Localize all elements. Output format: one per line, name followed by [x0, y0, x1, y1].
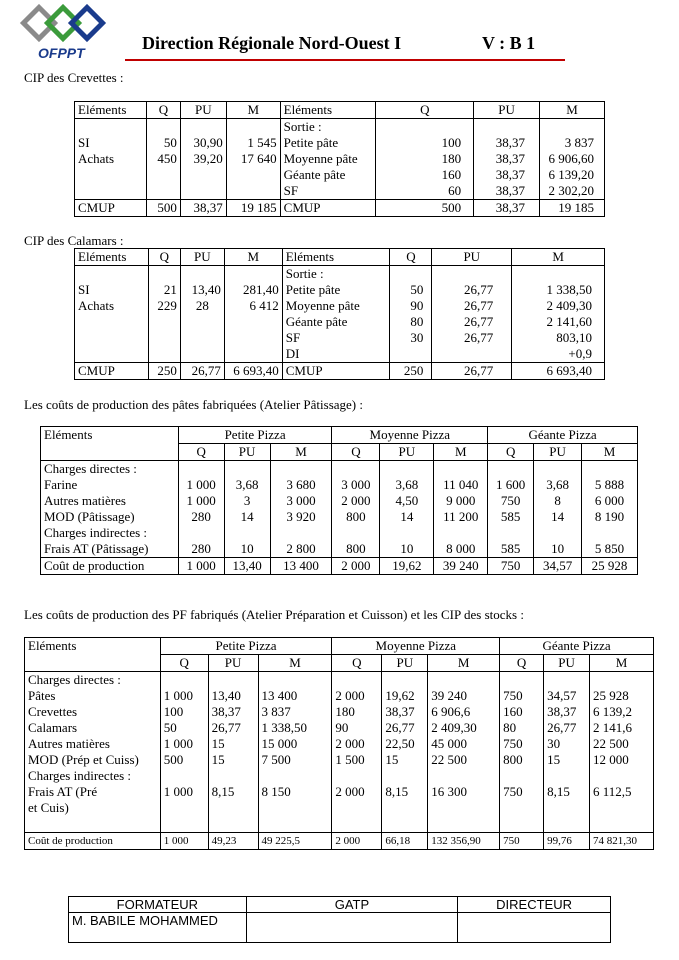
table-total-row: CMUP 250 26,77 6 693,40 CMUP 250 26,77 6 693,40 — [75, 363, 605, 380]
cell-line — [164, 800, 205, 816]
cell-line — [503, 672, 540, 688]
total-cell: 39 240 — [434, 558, 488, 575]
cell-line: 3 837 — [261, 704, 291, 719]
q-column: 50 450 — [146, 119, 180, 200]
cell-line — [335, 672, 378, 688]
cell-line — [385, 672, 424, 688]
value-column — [500, 672, 544, 833]
cell-line — [437, 525, 484, 541]
cell-line: 13,40 — [211, 688, 241, 703]
cell-line — [335, 525, 376, 541]
value-column — [160, 672, 208, 833]
cell-line: 800 — [346, 541, 366, 556]
cell-line — [431, 768, 496, 784]
cell-line: 90 — [335, 720, 349, 735]
cell-line — [182, 461, 221, 477]
total-cell: Coût de production — [41, 558, 179, 575]
header-cell: Eléments — [280, 102, 376, 119]
table-subheader-row: Q PU M Q PU M Q PU M — [41, 444, 638, 461]
gatp-header: GATP — [246, 897, 457, 913]
cell-line: 750 — [503, 736, 523, 751]
value-column — [434, 461, 488, 558]
cell-line: 3,68 — [395, 477, 419, 492]
cell-line: 14 — [240, 509, 254, 524]
total-cell: 49 225,5 — [258, 833, 332, 850]
group-header: Petite Pizza — [160, 638, 332, 655]
cell-line: 280 — [191, 509, 211, 524]
cell-line: 15 — [547, 752, 561, 767]
page-title: Direction Régionale Nord-Ouest I — [142, 33, 402, 53]
cell-line: 2 409,30 — [431, 720, 477, 735]
cell-line: 2 800 — [286, 541, 316, 556]
m-column: 281,40 6 412 — [224, 266, 282, 363]
cell-line — [228, 461, 267, 477]
pf-caption: Les coûts de production des PF fabriqués (Atelier Préparation et Cuisson) et les CIP des stocks : — [24, 607, 524, 622]
cell-line: 6 906,6 — [431, 704, 471, 719]
cell-line: 8 — [554, 493, 561, 508]
cell-line — [385, 768, 424, 784]
cell-line: 2 141,6 — [593, 720, 633, 735]
cell-line — [164, 672, 205, 688]
cell-line: 180 — [335, 704, 355, 719]
cell-line — [335, 461, 376, 477]
cell-line: 800 — [346, 509, 366, 524]
table-total-row — [25, 833, 654, 850]
cell-line — [262, 672, 329, 688]
cell-line: 585 — [500, 541, 521, 556]
cell-line: 15 — [211, 736, 225, 751]
cell-line: 3 000 — [341, 477, 371, 492]
cell-line: 750 — [503, 688, 523, 703]
elements-column: Sortie : Petite pâte Moyenne pâte Géante pâte SF DI — [282, 266, 390, 363]
cell-line: 5 888 — [594, 477, 625, 492]
cell-line — [385, 800, 424, 816]
cell-line: 14 — [551, 509, 565, 524]
cell-line — [593, 800, 650, 816]
cell-line: 800 — [503, 752, 523, 767]
cell-line: 5 850 — [594, 541, 625, 556]
cell-line: 30 — [547, 736, 561, 751]
cell-line: 2 000 — [335, 736, 365, 751]
cell-line — [503, 768, 540, 784]
cell-line: 26,77 — [547, 720, 577, 735]
cell-line — [228, 525, 267, 541]
pu-column: 26,77 26,77 26,77 26,77 — [432, 266, 512, 363]
calamars-caption: CIP des Calamars : — [24, 233, 124, 248]
cell-line: 1 338,50 — [261, 720, 308, 735]
cell-line: 15 — [385, 752, 399, 767]
table-body-row — [69, 913, 611, 943]
cell-line: Charges directes : — [44, 461, 137, 476]
group-header: Petite Pizza — [178, 427, 332, 444]
total-cell: 2 000 — [332, 558, 380, 575]
cell-line: Frais AT (Pâtissage) — [44, 541, 149, 556]
cell-line: 160 — [503, 704, 523, 719]
page-header — [0, 0, 679, 70]
pu-column: 30,90 39,20 — [180, 119, 226, 200]
cell-line: 22,50 — [385, 736, 415, 751]
cell-line: 100 — [163, 704, 184, 719]
cell-line: 8,15 — [211, 784, 235, 799]
cell-line — [383, 525, 430, 541]
value-column — [534, 461, 582, 558]
cell-line: et Cuis) — [28, 800, 69, 815]
cell-line — [585, 461, 634, 477]
crevettes-caption: CIP des Crevettes : — [24, 70, 124, 85]
header-cell: PU — [180, 102, 226, 119]
table-body-row — [25, 672, 654, 833]
cell-line: 1 000 — [163, 736, 193, 751]
elements-column — [25, 672, 161, 833]
value-column — [488, 461, 534, 558]
cell-line — [335, 816, 378, 832]
table-total-row: CMUP 500 38,37 19 185 CMUP 500 38,37 19 185 — [75, 200, 605, 217]
elements-column: Sortie : Petite pâte Moyenne pâte Géante pâte SF — [280, 119, 376, 200]
q-column: 21 229 — [148, 266, 180, 363]
cell-line — [431, 800, 496, 816]
cell-line: 15 000 — [261, 736, 298, 751]
cell-line: Autres matières — [28, 736, 110, 751]
cell-line — [385, 816, 424, 832]
cell-line: 6 112,5 — [593, 784, 632, 799]
cell-line: 8 190 — [594, 509, 625, 524]
group-header: Moyenne Pizza — [332, 638, 500, 655]
cell-line: 13 400 — [261, 688, 298, 703]
cell-line — [28, 816, 157, 832]
m-column: 1 545 17 640 — [226, 119, 280, 200]
cell-line: 26,77 — [211, 720, 241, 735]
pf-cost-table — [24, 637, 654, 850]
cell-line: 22 500 — [593, 736, 629, 751]
cell-line: 3 920 — [286, 509, 316, 524]
cell-line — [547, 800, 586, 816]
cell-line: 585 — [500, 509, 521, 524]
group-header: Géante Pizza — [500, 638, 654, 655]
cell-line: 45 000 — [431, 736, 468, 751]
cell-line: Farine — [44, 477, 78, 492]
cell-line: 8 000 — [446, 541, 476, 556]
cell-line — [537, 461, 578, 477]
header-cell: M — [540, 102, 605, 119]
group-header: Moyenne Pizza — [332, 427, 488, 444]
cell-line: 22 500 — [431, 752, 468, 767]
cell-line: 80 — [503, 720, 517, 735]
cell-line — [164, 768, 205, 784]
cell-line: 6 139,2 — [593, 704, 633, 719]
pates-caption: Les coûts de production des pâtes fabriquées (Atelier Pâtissage) : — [24, 397, 363, 412]
cell-line — [164, 816, 205, 832]
cell-line — [431, 816, 496, 832]
cell-line: 8 150 — [261, 784, 291, 799]
total-cell: 99,76 — [544, 833, 590, 850]
value-column — [380, 461, 434, 558]
cell-line — [212, 816, 255, 832]
pu-column: 38,37 38,37 38,37 38,37 — [474, 119, 540, 200]
cell-line: 1 600 — [496, 477, 526, 492]
table-header-row — [69, 897, 611, 913]
cell-line: Autres matières — [44, 493, 126, 508]
table-body-row — [41, 461, 638, 558]
cell-line — [537, 525, 578, 541]
table-header-row: Eléments Petite Pizza Moyenne Pizza Géante Pizza — [25, 638, 654, 655]
formateur-name: M. BABILE MOHAMMED — [69, 913, 247, 943]
cell-line — [383, 461, 430, 477]
table-header-row: Eléments Q PU M Eléments Q PU M — [75, 249, 605, 266]
header-cell: M — [226, 102, 280, 119]
elements-column: SI Achats — [75, 119, 147, 200]
value-column — [582, 461, 638, 558]
cell-line: 10 — [551, 541, 565, 556]
total-cell: 19,62 — [380, 558, 434, 575]
cell-line: Charges indirectes : — [28, 768, 132, 783]
cell-line: 39 240 — [431, 688, 468, 703]
header-divider — [125, 59, 565, 61]
crevettes-table — [74, 101, 605, 217]
cell-line: 2 000 — [335, 688, 365, 703]
cell-line: 16 300 — [431, 784, 468, 799]
cell-line: 500 — [163, 752, 184, 767]
value-column — [208, 672, 258, 833]
cell-line — [274, 461, 329, 477]
cell-line — [585, 525, 634, 541]
directeur-header: DIRECTEUR — [458, 897, 611, 913]
value-column — [270, 461, 332, 558]
cell-line — [262, 768, 329, 784]
cell-line: 1 000 — [186, 477, 216, 492]
cell-line — [491, 461, 530, 477]
total-cell: 13,40 — [224, 558, 270, 575]
cell-line: 25 928 — [593, 688, 629, 703]
cell-line: 50 — [163, 720, 177, 735]
header-cell: Q — [376, 102, 474, 119]
cell-line: 1 000 — [186, 493, 216, 508]
cell-line — [491, 525, 530, 541]
cell-line: Charges directes : — [28, 672, 121, 687]
value-column — [332, 672, 382, 833]
pates-cost-table — [40, 426, 638, 575]
cell-line: 7 500 — [261, 752, 291, 767]
table-total-row — [41, 558, 638, 575]
cell-line — [431, 672, 496, 688]
cell-line: 3 680 — [286, 477, 316, 492]
cell-line — [547, 768, 586, 784]
cell-line: MOD (Pâtissage) — [44, 509, 135, 524]
m-column: 1 338,50 2 409,30 2 141,60 803,10 +0,9 — [512, 266, 605, 363]
cell-line: 8,15 — [547, 784, 570, 799]
cell-line — [262, 816, 329, 832]
cell-line — [503, 800, 540, 816]
value-column — [332, 461, 380, 558]
cell-line: 14 — [400, 509, 414, 524]
header-cell: PU — [474, 102, 540, 119]
value-column — [258, 672, 332, 833]
cell-line: 8,15 — [385, 784, 409, 799]
directeur-signature — [458, 913, 611, 943]
group-header: Géante Pizza — [488, 427, 638, 444]
cell-line — [593, 768, 650, 784]
cell-line: Frais AT (Pré — [28, 784, 98, 799]
cell-line: 26,77 — [385, 720, 415, 735]
cell-line: 11 200 — [443, 509, 479, 524]
total-cell: Coût de production — [25, 833, 161, 850]
cell-line: 38,37 — [547, 704, 577, 719]
total-cell: 66,18 — [382, 833, 428, 850]
cell-line — [335, 768, 378, 784]
version-label: V : B 1 — [482, 33, 536, 53]
cell-line — [503, 816, 540, 832]
total-cell: 49,23 — [208, 833, 258, 850]
cell-line — [212, 768, 255, 784]
value-column — [590, 672, 654, 833]
header-cell: Eléments — [75, 102, 147, 119]
table-body-row — [75, 266, 605, 363]
value-column — [224, 461, 270, 558]
logo-text: OFPPT — [38, 45, 85, 61]
elements-column: SI Achats — [75, 266, 149, 363]
total-cell: 13 400 — [270, 558, 332, 575]
cell-line: MOD (Prép et Cuiss) — [28, 752, 139, 767]
cell-line: 11 040 — [443, 477, 479, 492]
cell-line: Charges indirectes : — [44, 525, 148, 540]
table-subheader-row: Q PU M Q PU M Q PU M — [25, 655, 654, 672]
cell-line: 12 000 — [593, 752, 629, 767]
value-column — [544, 672, 590, 833]
total-cell: 1 000 — [160, 833, 208, 850]
total-cell: 34,57 — [534, 558, 582, 575]
elements-column — [41, 461, 179, 558]
total-cell: 74 821,30 — [590, 833, 654, 850]
total-cell: 132 356,90 — [428, 833, 500, 850]
cell-line — [262, 800, 329, 816]
cell-line: 19,62 — [385, 688, 415, 703]
cell-line: 280 — [191, 541, 211, 556]
cell-line — [547, 672, 586, 688]
cell-line: 34,57 — [547, 688, 577, 703]
cell-line: 4,50 — [395, 493, 419, 508]
cell-line: 3 000 — [286, 493, 316, 508]
cell-line: 750 — [503, 784, 523, 799]
cell-line: 10 — [400, 541, 414, 556]
cell-line — [547, 816, 586, 832]
cell-line: 6 000 — [594, 493, 625, 508]
value-column — [178, 461, 224, 558]
formateur-header: FORMATEUR — [69, 897, 247, 913]
m-column: 3 837 6 906,60 6 139,20 2 302,20 — [540, 119, 605, 200]
cell-line: 1 500 — [335, 752, 365, 767]
cell-line — [593, 672, 650, 688]
gatp-signature — [246, 913, 457, 943]
calamars-table — [74, 248, 605, 380]
cell-line — [212, 672, 255, 688]
cell-line: 1 000 — [163, 784, 193, 799]
cell-line: 3,68 — [235, 477, 259, 492]
value-column — [382, 672, 428, 833]
cell-line — [335, 800, 378, 816]
cell-line: 2 000 — [341, 493, 371, 508]
pu-column: 13,40 28 — [180, 266, 224, 363]
cell-line: 38,37 — [211, 704, 241, 719]
cell-line: 10 — [240, 541, 254, 556]
q-column: 100 180 160 60 — [376, 119, 474, 200]
cell-line: Pâtes — [28, 688, 56, 703]
signature-table — [68, 896, 611, 943]
cell-line: 3,68 — [546, 477, 569, 492]
cell-line: 38,37 — [385, 704, 415, 719]
table-body-row — [75, 119, 605, 200]
cell-line: Crevettes — [28, 704, 78, 719]
cell-line — [182, 525, 221, 541]
table-header-row: Eléments Petite Pizza Moyenne Pizza Géante Pizza — [41, 427, 638, 444]
cell-line: 3 — [243, 493, 251, 508]
cell-line: 9 000 — [446, 493, 476, 508]
total-cell: 2 000 — [332, 833, 382, 850]
cell-line — [593, 816, 650, 832]
cell-line: 2 000 — [335, 784, 365, 799]
table-header-row — [75, 102, 605, 119]
cell-line: Calamars — [28, 720, 78, 735]
cell-line — [437, 461, 484, 477]
total-cell: 25 928 — [582, 558, 638, 575]
cell-line — [212, 800, 255, 816]
header-cell: Q — [146, 102, 180, 119]
total-cell: 750 — [488, 558, 534, 575]
q-column: 50 90 80 30 — [390, 266, 432, 363]
cell-line — [274, 525, 329, 541]
value-column — [428, 672, 500, 833]
cell-line: 15 — [211, 752, 225, 767]
total-cell: 1 000 — [178, 558, 224, 575]
total-cell: 750 — [500, 833, 544, 850]
cell-line: 1 000 — [163, 688, 193, 703]
cell-line: 750 — [500, 493, 521, 508]
